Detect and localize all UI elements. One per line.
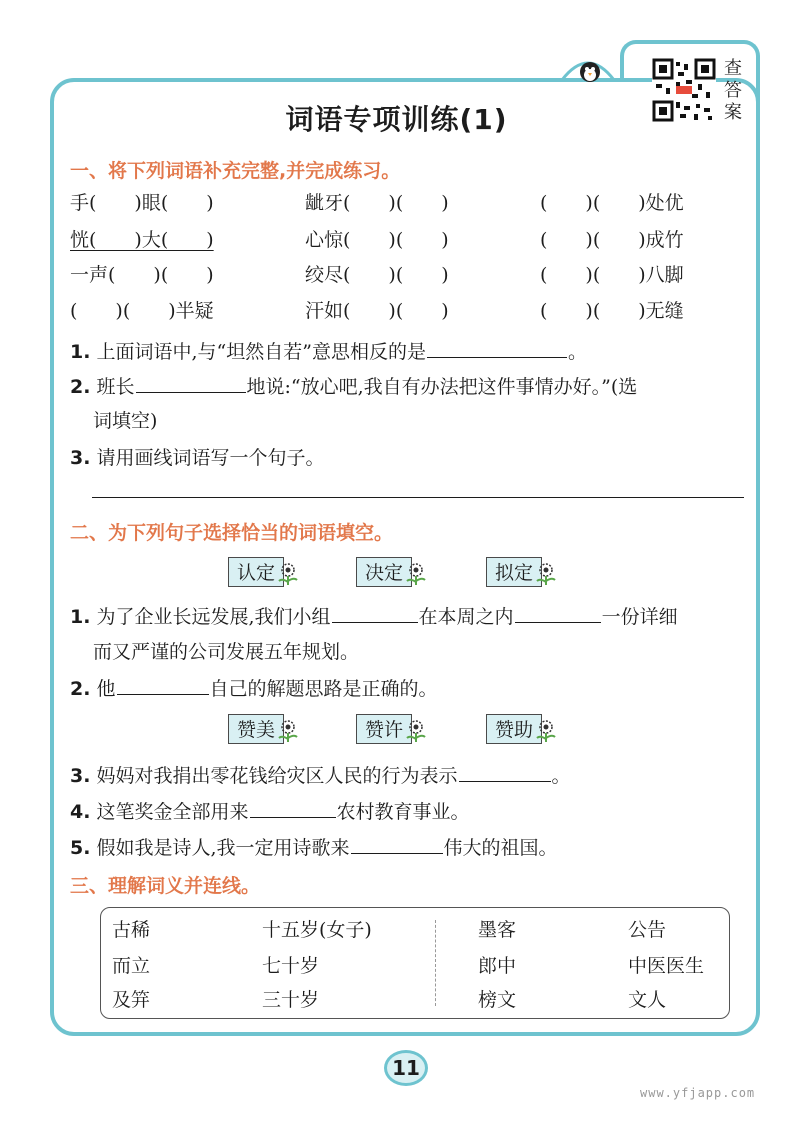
penguin-mascot-icon	[560, 50, 616, 84]
word-card-label: 赞助	[495, 719, 534, 741]
idiom-cell[interactable]: 绞尽( )( )	[305, 264, 449, 286]
flower-icon	[275, 560, 301, 586]
sentence-answer-line[interactable]	[92, 497, 744, 498]
idiom-cell[interactable]: 龇牙( )( )	[305, 192, 449, 214]
question-text: 农村教育事业。	[336, 801, 470, 823]
question-text: 在本周之内	[418, 606, 514, 628]
word-card[interactable]	[228, 557, 284, 587]
question-text: 他	[96, 678, 116, 700]
word-card-label: 决定	[365, 562, 404, 584]
qr-label: 查答案	[724, 58, 742, 123]
match-term[interactable]: 墨客	[478, 919, 517, 941]
idiom-cell[interactable]: ( )( )无缝	[540, 300, 684, 322]
question-number: 5.	[70, 837, 91, 859]
idiom-cell[interactable]: 一声( )( )	[70, 264, 214, 286]
question-text: 一份详细	[601, 606, 678, 628]
match-definition[interactable]: 中医医生	[628, 955, 705, 977]
answer-blank[interactable]	[351, 835, 443, 854]
match-term[interactable]: 而立	[112, 955, 151, 977]
question-text: 上面词语中,与“坦然自若”意思相反的是	[96, 341, 426, 363]
question-text: 。	[551, 765, 571, 787]
word-card[interactable]	[356, 557, 412, 587]
question-text: 假如我是诗人,我一定用诗歌来	[96, 837, 350, 859]
word-card-label: 拟定	[495, 562, 534, 584]
answer-blank[interactable]	[515, 604, 601, 623]
flower-icon	[403, 560, 429, 586]
match-definition[interactable]: 十五岁(女子)	[262, 919, 372, 941]
flower-icon	[533, 560, 559, 586]
word-card[interactable]	[356, 714, 412, 744]
question-number: 1.	[70, 341, 91, 363]
answer-blank[interactable]	[459, 763, 551, 782]
question-text-continued: 词填空)	[93, 410, 158, 432]
s1-question-1	[70, 339, 587, 364]
match-definition[interactable]: 七十岁	[262, 955, 320, 977]
s2-question-3	[70, 763, 571, 788]
word-card-label: 认定	[237, 562, 276, 584]
question-text: 这笔奖金全部用来	[96, 801, 249, 823]
answer-blank[interactable]	[427, 339, 567, 358]
match-term[interactable]: 古稀	[112, 919, 151, 941]
question-text: 为了企业长远发展,我们小组	[96, 606, 331, 628]
word-card[interactable]	[486, 557, 542, 587]
answer-blank[interactable]	[117, 676, 209, 695]
question-number: 2.	[70, 376, 91, 398]
question-text: 妈妈对我捐出零花钱给灾区人民的行为表示	[96, 765, 458, 787]
flower-icon	[533, 717, 559, 743]
idiom-cell[interactable]: 心惊( )( )	[305, 229, 449, 251]
idiom-cell[interactable]: 手( )眼( )	[70, 192, 214, 214]
page-number: 11	[384, 1050, 428, 1086]
question-text: 班长	[96, 376, 135, 398]
idiom-cell[interactable]: ( )( )成竹	[540, 229, 684, 251]
question-number: 3.	[70, 765, 91, 787]
question-text: 地说:“放心吧,我自有办法把这件事情办好。”(选	[246, 376, 638, 398]
idiom-cell[interactable]: ( )( )半疑	[70, 300, 214, 322]
watermark: www.yfjapp.com	[640, 1086, 756, 1100]
section2-heading: 二、为下列句子选择恰当的词语填空。	[70, 522, 394, 544]
question-text: 。	[567, 341, 587, 363]
flower-icon	[403, 717, 429, 743]
match-definition[interactable]: 三十岁	[262, 989, 320, 1011]
s2-question-4	[70, 799, 470, 824]
question-number: 3.	[70, 447, 91, 469]
idiom-cell[interactable]: 汗如( )( )	[305, 300, 449, 322]
section1-heading: 一、将下列词语补充完整,并完成练习。	[70, 160, 401, 182]
idiom-cell[interactable]: ( )( )处优	[540, 192, 684, 214]
word-card[interactable]	[486, 714, 542, 744]
match-term[interactable]: 郎中	[478, 955, 517, 977]
question-number: 4.	[70, 801, 91, 823]
flower-icon	[275, 717, 301, 743]
s2-question-5	[70, 835, 558, 860]
section3-heading: 三、理解词义并连线。	[70, 875, 261, 897]
s1-question-2	[70, 374, 637, 399]
s1-question-3	[70, 446, 325, 470]
question-text-continued: 而又严谨的公司发展五年规划。	[93, 641, 360, 663]
matching-divider	[435, 920, 436, 1006]
word-card[interactable]	[228, 714, 284, 744]
page-title: 词语专项训练(1)	[285, 103, 508, 136]
match-term[interactable]: 榜文	[478, 989, 517, 1011]
idiom-cell-underlined[interactable]: 恍( )大( )	[70, 229, 214, 251]
question-number: 2.	[70, 678, 91, 700]
match-definition[interactable]: 文人	[628, 989, 667, 1011]
idiom-cell[interactable]: ( )( )八脚	[540, 264, 684, 286]
answer-blank[interactable]	[332, 604, 418, 623]
match-term[interactable]: 及笄	[112, 989, 151, 1011]
answer-blank[interactable]	[136, 374, 246, 393]
s2-question-1	[70, 604, 678, 629]
s2-question-2	[70, 676, 438, 701]
question-text: 请用画线词语写一个句子。	[96, 447, 325, 469]
word-card-label: 赞美	[237, 719, 276, 741]
question-text: 伟大的祖国。	[443, 837, 558, 859]
match-definition[interactable]: 公告	[628, 919, 667, 941]
word-card-label: 赞许	[365, 719, 404, 741]
answer-blank[interactable]	[250, 799, 336, 818]
question-number: 1.	[70, 606, 91, 628]
question-text: 自己的解题思路是正确的。	[209, 678, 438, 700]
